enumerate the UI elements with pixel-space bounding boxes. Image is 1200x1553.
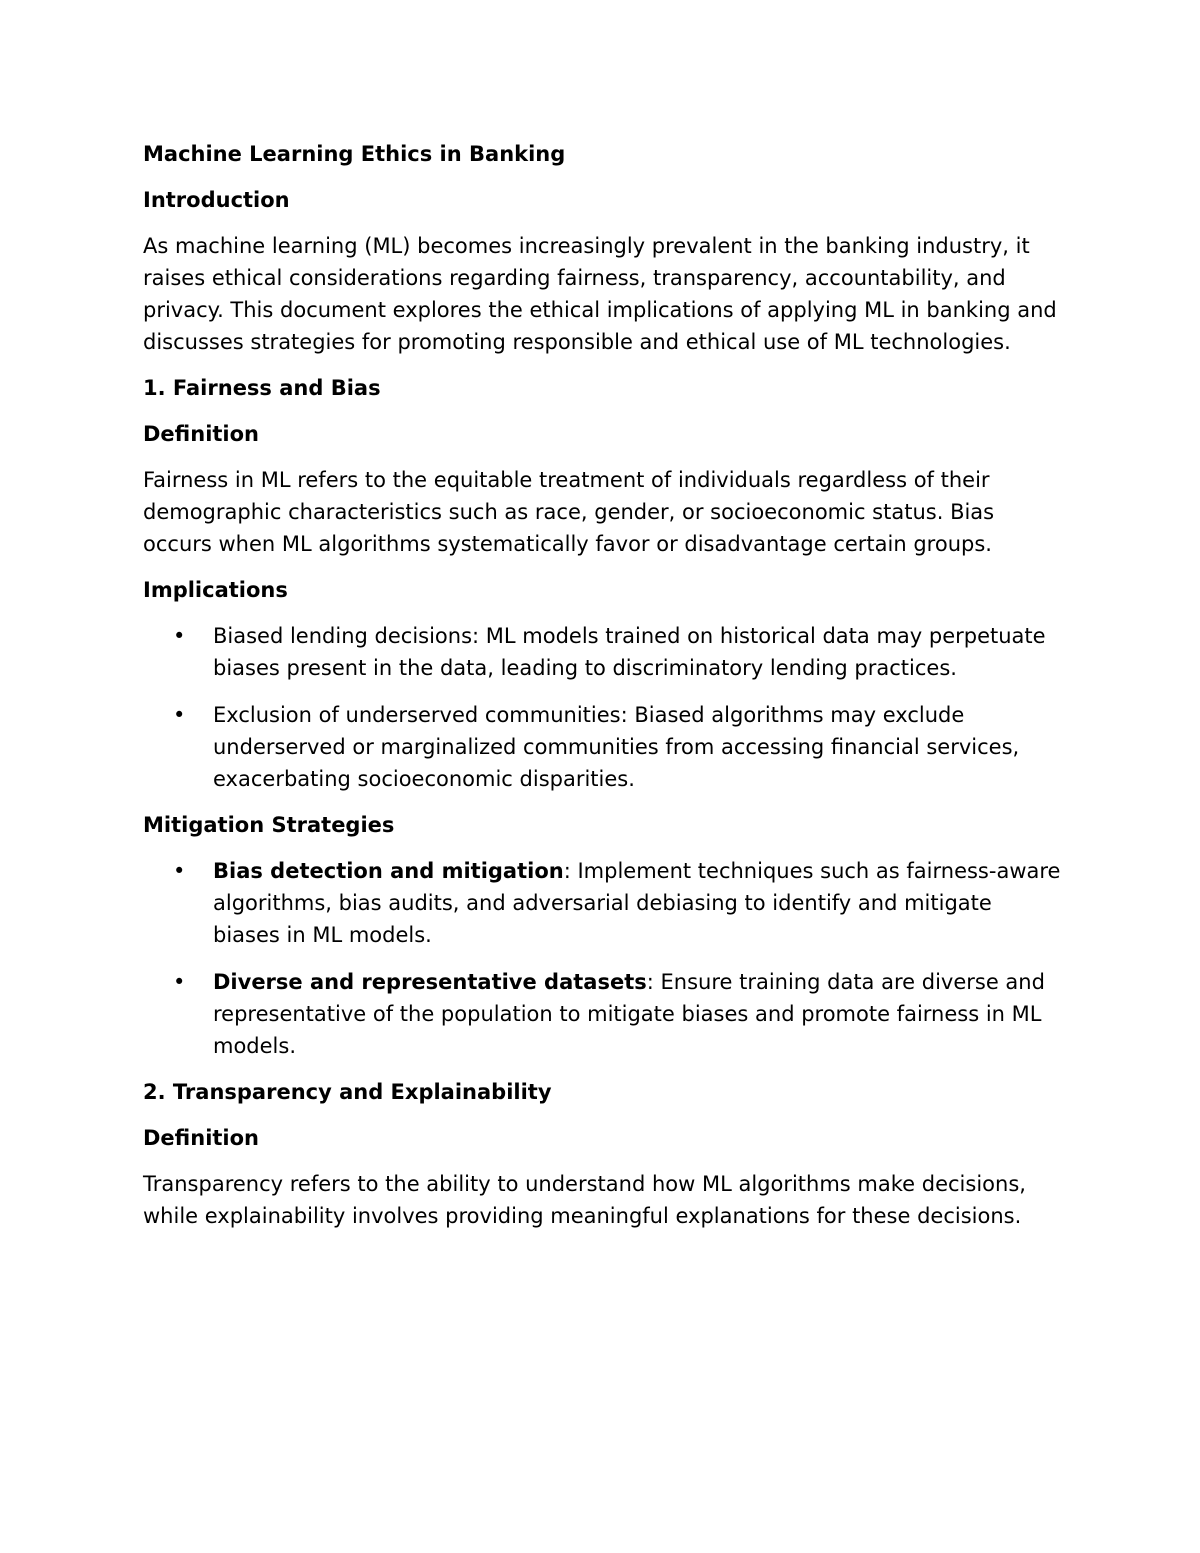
list-item-text: : Implement techniques such as fairness-aware algorithms, bias audits, and adversarial debiasing to identify and mitigate biases in ML models. [213,859,1061,947]
section-1-definition-paragraph: Fairness in ML refers to the equitable treatment of individuals regardless of their demographic characteristics such as race, gender, or socioeconomic status. Bias occurs when ML algorithms systematically favor or disadvantage certain groups. [143,468,995,556]
bullet-icon: • [173,624,186,648]
list-item-text: Biased lending decisions: ML models trained on historical data may perpetuate biases present in the data, leading to discriminatory lending practices. [213,624,1046,680]
document-body [143,138,1063,1246]
section-2-definition-heading: Definition [143,1126,260,1150]
section-1-implications-heading: Implications [143,578,288,602]
list-item-text: : Ensure training data are diverse and representative of the population to mitigate biases and promote fairness in ML models. [213,970,1045,1058]
implications-list [143,620,1063,795]
bullet-icon: • [173,703,186,727]
list-item-text: Exclusion of underserved communities: Biased algorithms may exclude underserved or marginalized communities from accessing financial services, exacerbating socioeconomic disparities. [213,703,1020,791]
list-item [143,855,1063,951]
list-item-term: Diverse and representative datasets [213,970,647,994]
bullet-icon: • [173,859,186,883]
introduction-heading: Introduction [143,188,290,212]
list-item [143,620,1063,684]
section-2-definition-paragraph: Transparency refers to the ability to understand how ML algorithms make decisions, while explainability involves providing meaningful explanations for these decisions. [143,1172,1026,1228]
list-item [143,699,1063,795]
list-item-term: Bias detection and mitigation [213,859,564,883]
introduction-paragraph: As machine learning (ML) becomes increasingly prevalent in the banking industry, it raises ethical considerations regarding fairness, transparency, accountability, and privacy. This document explores the ethical implications of applying ML in banking and discusses strategies for promoting responsible and ethical use of ML technologies. [143,234,1057,354]
list-item [143,966,1063,1062]
section-2-heading: 2. Transparency and Explainability [143,1080,552,1104]
document-title: Machine Learning Ethics in Banking [143,142,566,166]
mitigation-list [143,855,1063,1062]
section-1-definition-heading: Definition [143,422,260,446]
bullet-icon: • [173,970,186,994]
section-1-mitigation-heading: Mitigation Strategies [143,813,395,837]
section-1-heading: 1. Fairness and Bias [143,376,381,400]
